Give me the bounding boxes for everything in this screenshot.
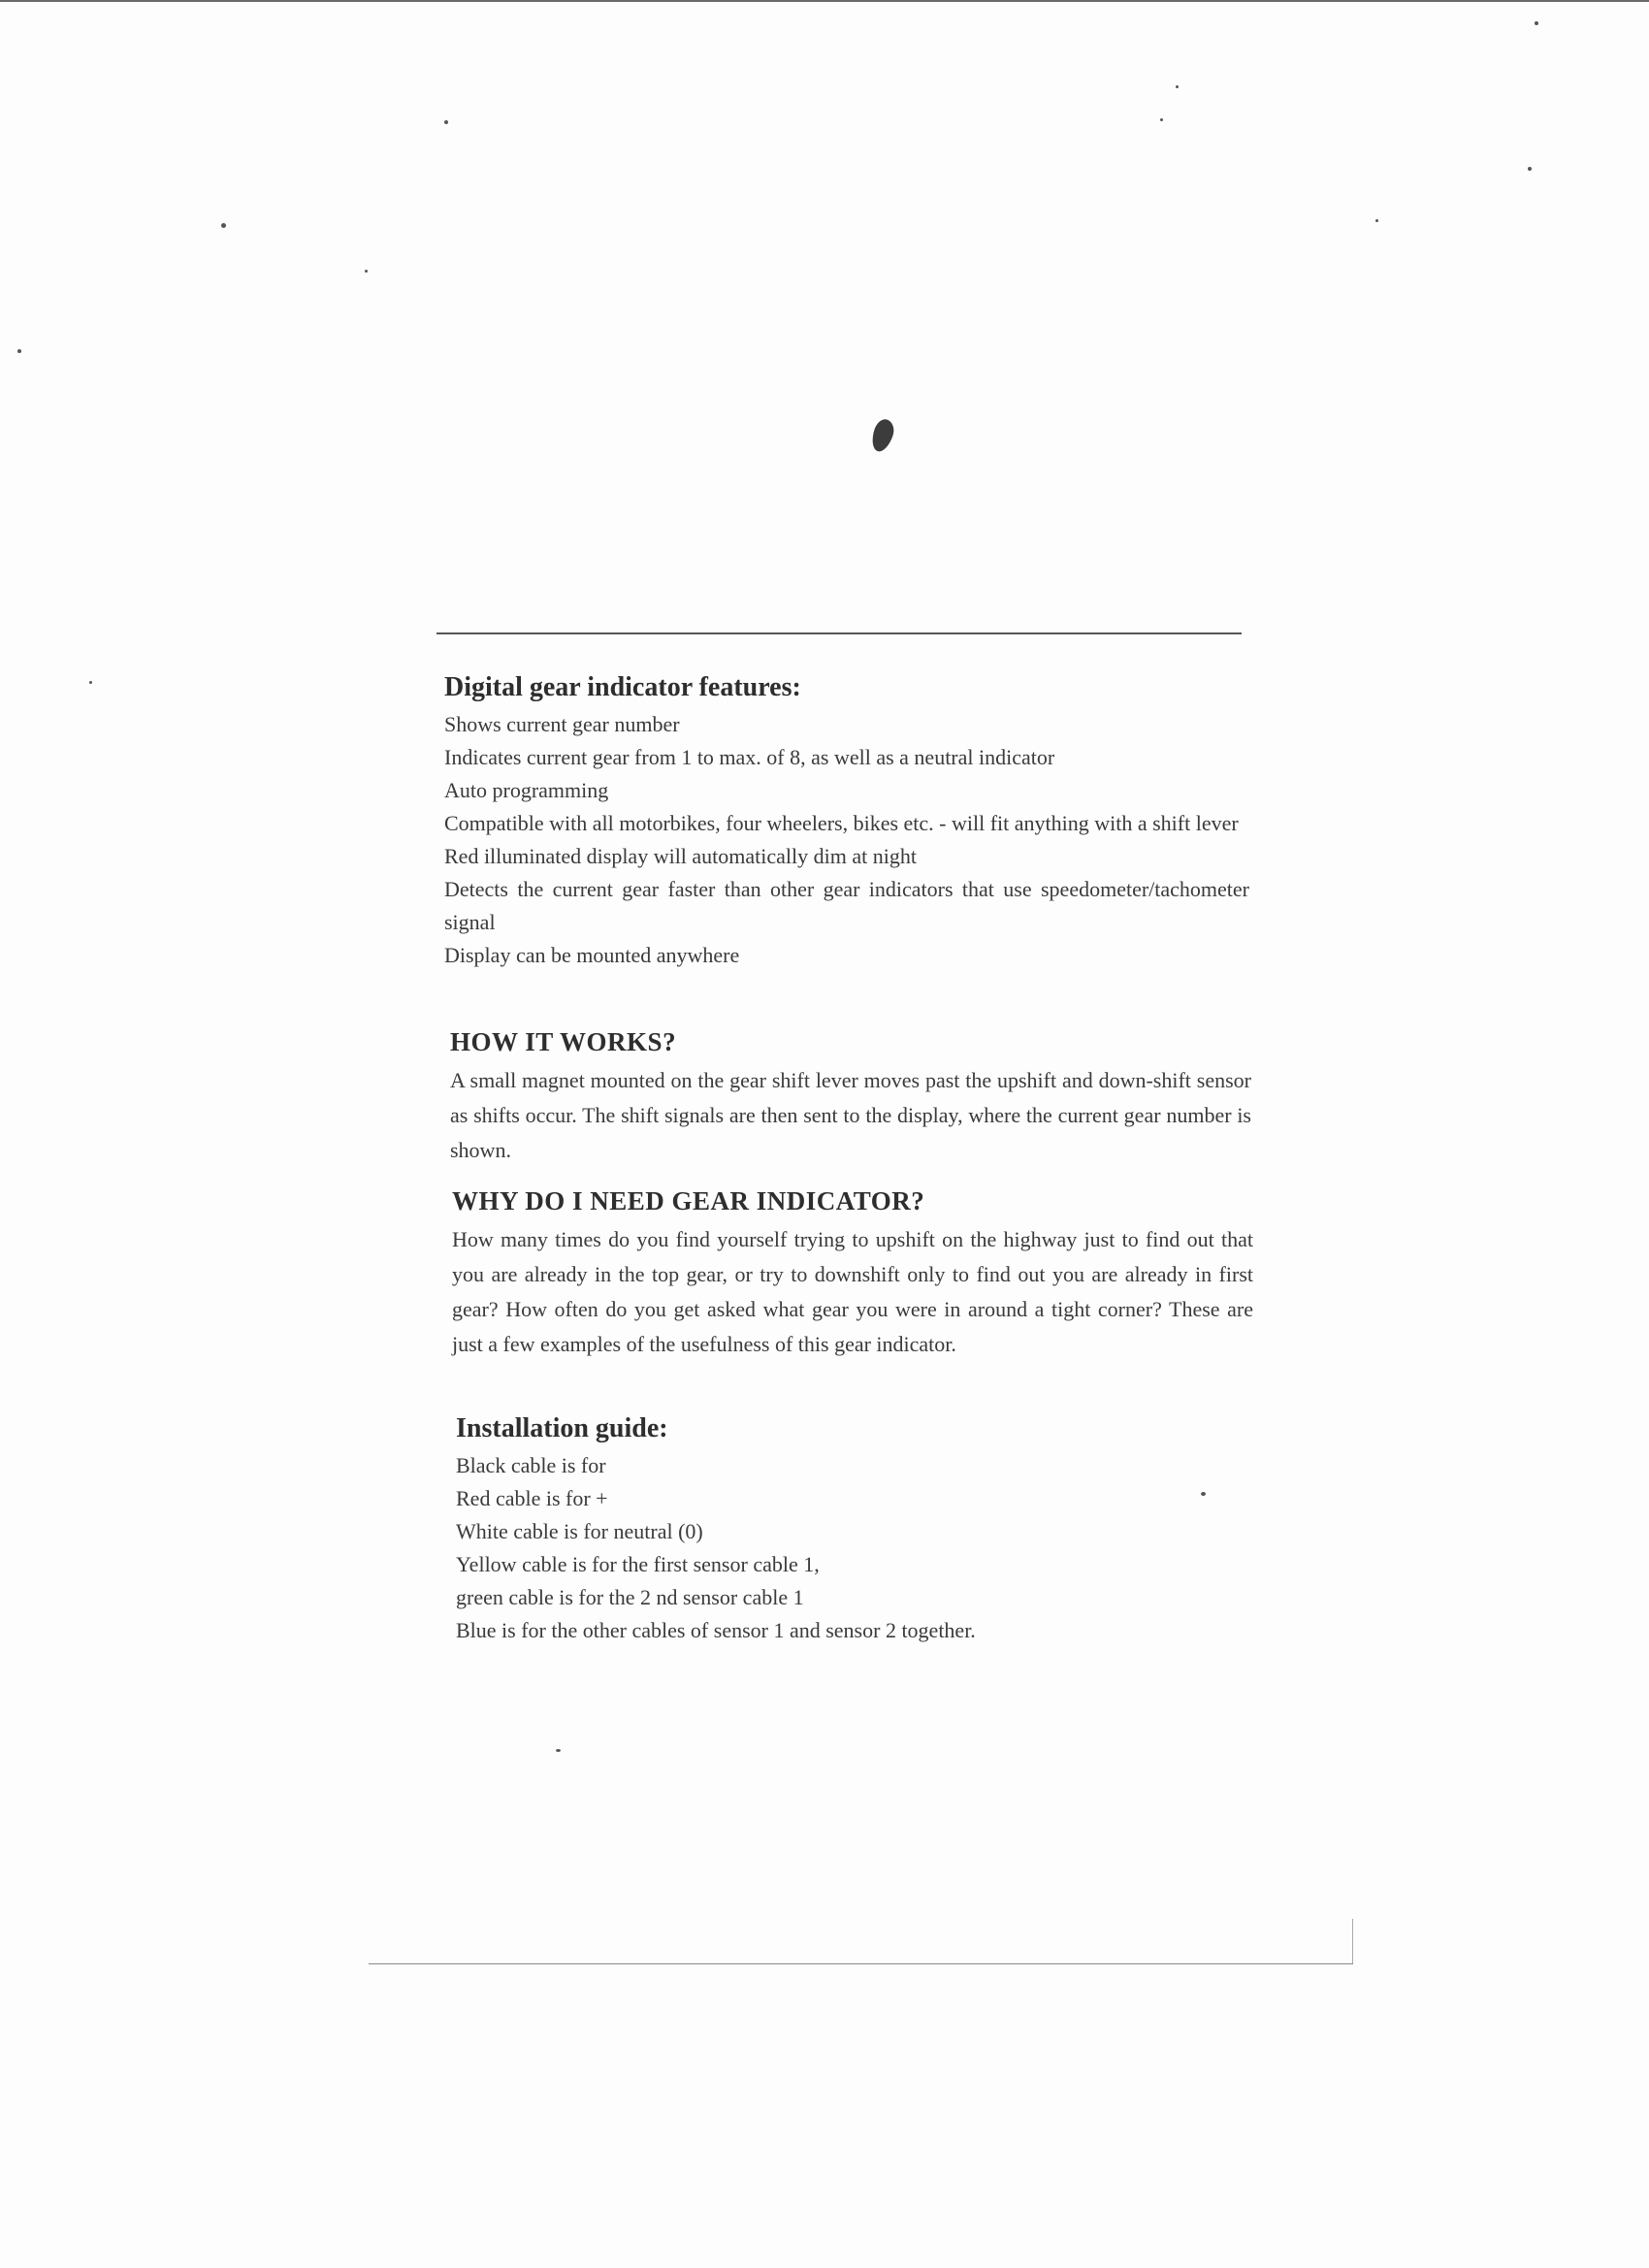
bottom-corner-mark — [1352, 1919, 1353, 1963]
ink-blot — [868, 417, 897, 455]
bottom-divider — [369, 1963, 1353, 1964]
installation-item: Black cable is for — [456, 1452, 606, 1477]
why-heading: WHY DO I NEED GEAR INDICATOR? — [452, 1186, 925, 1215]
feature-item: Red illuminated display will automatically dim at night — [444, 843, 917, 868]
installation-item: Yellow cable is for the first sensor cable 1, — [456, 1551, 820, 1576]
feature-item: Display can be mounted anywhere — [444, 942, 740, 967]
features-list — [444, 708, 1249, 972]
scan-speck — [1375, 219, 1378, 222]
how-it-works-body: A small magnet mounted on the gear shift lever moves past the upshift and down-shift sensor as shifts occur. The shift signals are then sent to the display, where the current gear number is shown. — [450, 1068, 1251, 1163]
why-body: How many times do you find yourself trying to upshift on the highway just to find out that you are already in the top gear, or try to downshift only to find out you are already in first gear? How often do you get asked what gear you were in around a tight corner? These are just a few examples of the usefulness of this gear indicator. — [452, 1227, 1253, 1357]
why-section — [452, 1185, 1253, 1362]
scan-speck — [1176, 85, 1179, 88]
installation-item: Blue is for the other cables of sensor 1 and sensor 2 together. — [456, 1617, 976, 1642]
features-section — [444, 671, 1249, 972]
installation-list — [456, 1449, 1261, 1647]
feature-item: Auto programming — [444, 777, 609, 802]
installation-item: Red cable is for + — [456, 1485, 608, 1510]
scan-speck — [221, 223, 226, 228]
feature-item: Detects the current gear faster than other gear indicators that use speedometer/tachometer signal — [444, 876, 1249, 934]
installation-heading: Installation guide: — [456, 1413, 668, 1443]
scan-speck — [365, 270, 368, 273]
scan-speck — [17, 349, 21, 353]
feature-item: Indicates current gear from 1 to max. of 8, as well as a neutral indicator — [444, 744, 1055, 769]
scan-speck — [556, 1749, 561, 1752]
installation-section — [456, 1412, 1261, 1647]
top-divider — [436, 632, 1242, 634]
scan-speck — [444, 120, 448, 124]
scan-speck — [1160, 118, 1163, 121]
scan-speck — [1528, 167, 1532, 171]
feature-item: Shows current gear number — [444, 711, 680, 736]
how-it-works-heading: HOW IT WORKS? — [450, 1027, 677, 1056]
scan-speck — [1535, 21, 1538, 25]
page-top-edge — [0, 0, 1649, 2]
how-it-works-section — [450, 1026, 1251, 1168]
installation-item: White cable is for neutral (0) — [456, 1518, 703, 1543]
features-heading: Digital gear indicator features: — [444, 672, 801, 702]
scan-speck — [89, 681, 92, 684]
installation-item: green cable is for the 2 nd sensor cable 1 — [456, 1584, 804, 1609]
feature-item: Compatible with all motorbikes, four wheelers, bikes etc. - will fit anything with a shift lever — [444, 810, 1239, 835]
